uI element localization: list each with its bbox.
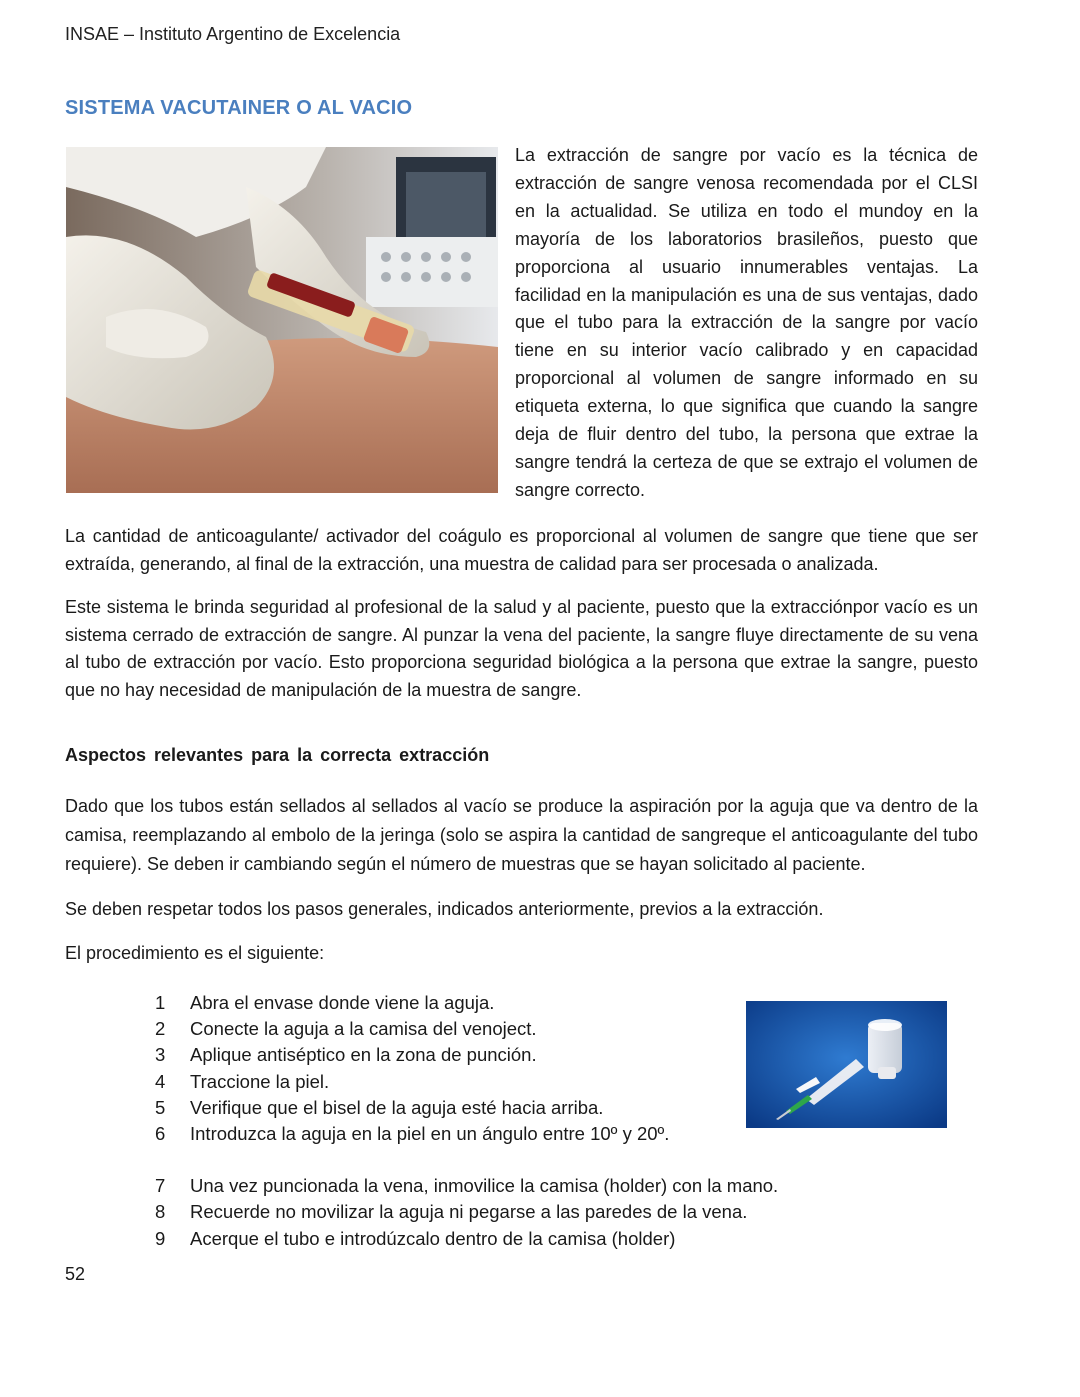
page-number: 52 [65,1264,86,1284]
list-item [155,1016,778,1042]
list-item [155,1069,778,1095]
list-item [155,1199,778,1225]
step-text: Introduzca la aguja en la piel en un ángulo entre 10º y 20º. [190,1123,670,1145]
step-text: Verifique que el bisel de la aguja esté hacia arriba. [190,1096,604,1118]
step-number: 2 [155,1018,166,1040]
list-item [155,1173,778,1199]
section-title: SISTEMA VACUTAINER O AL VACIO [65,97,413,119]
list-item [155,1226,778,1252]
paragraph-procedure-intro: El procedimiento es el siguiente: [65,943,325,963]
step-number: 9 [155,1227,166,1249]
page-header: INSAE – Instituto Argentino de Excelencia [65,24,401,44]
step-number: 8 [155,1201,166,1223]
step-number: 6 [155,1123,166,1145]
step-text: Conecte la aguja a la camisa del venoject. [190,1018,537,1040]
paragraph-general-steps: Se deben respetar todos los pasos generales, indicados anteriormente, previos a la extracción. [65,899,824,919]
list-item [155,990,778,1016]
step-number: 3 [155,1044,166,1066]
step-number: 1 [155,992,166,1013]
procedure-steps [155,990,778,1252]
intro-paragraph: La extracción de sangre por vacío es la técnica de extracción de sangre venosa recomendada por el CLSI en la actualidad. Se utiliza en todo el mundoy en la mayoría de los laboratorios brasileños, puesto que proporciona al usuario innumerables ventajas. La facilidad en la manipulación es una de sus ventajas, dado que el tubo para la extracción de la sangre por vacío tiene en su interior vacío calibrado y en capacidad proporcional al volumen de sangre informado en su etiqueta externa, lo que significa que cuando la sangre deja de fluir dentro del tubo, la persona que extrae la sangre tendrá la certeza de que se extrajo el volumen de sangre correcto. [515,145,978,500]
paragraph-anticoagulant: La cantidad de anticoagulante/ activador del coágulo es proporcional al volumen de sangre que tiene que ser extraída, generando, al final de la extracción, una muestra de calidad para ser procesada o analizada. [65,526,978,574]
needle-holder-photo [746,1001,947,1128]
list-item [155,1095,778,1121]
step-number: 7 [155,1175,166,1197]
step-text: Recuerde no movilizar la aguja ni pegarse a las paredes de la vena. [190,1201,748,1223]
step-text: Acerque el tubo e introdúzcalo dentro de la camisa (holder) [190,1227,676,1249]
subheading: Aspectos relevantes para la correcta extracción [65,745,490,765]
step-number: 4 [155,1070,166,1092]
step-text: Traccione la piel. [190,1070,330,1092]
step-text: Abra el envase donde viene la aguja. [190,992,495,1013]
paragraph-aspiration: Dado que los tubos están sellados al sellados al vacío se produce la aspiración por la aguja que va dentro de la camisa, reemplazando al embolo de la jeringa (solo se aspira la cantidad de sangreque el anticoagulante del tubo requiere). Se deben ir cambiando según el número de muestras que se hayan solicitado al paciente. [65,796,978,874]
step-text: Aplique antiséptico en la zona de punción. [190,1044,537,1066]
list-item [155,1042,778,1068]
blood-draw-photo [66,147,498,493]
list-item [155,1121,778,1147]
step-text: Una vez puncionada la vena, inmovilice la camisa (holder) con la mano. [190,1175,779,1197]
step-number: 5 [155,1096,166,1118]
paragraph-safety: Este sistema le brinda seguridad al profesional de la salud y al paciente, puesto que la extracciónpor vacío es un sistema cerrado de extracción de sangre. Al punzar la vena del paciente, la sangre fluye directamente de su vena al tubo de extracción por vacío. Esto proporciona seguridad biológica a la persona que extrae la sangre, puesto que no hay necesidad de manipulación de la muestra de sangre. [65,597,978,700]
